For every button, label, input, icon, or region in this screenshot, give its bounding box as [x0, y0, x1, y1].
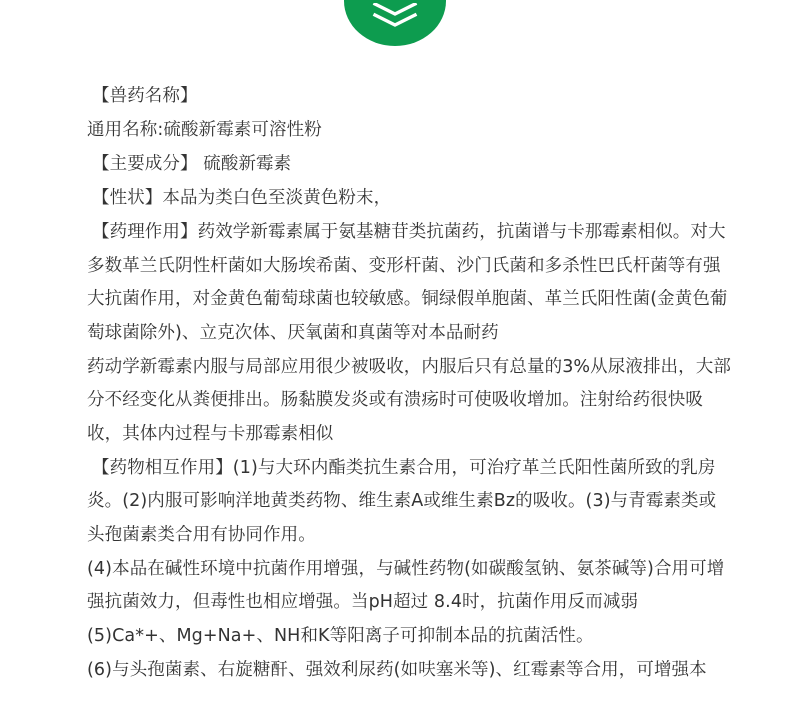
interaction-item-5: (5)Ca*+、Mg+Na+、NH和K等阳离子可抑制本品的抗菌活性。 — [87, 626, 594, 646]
interaction-item-6: (6)与头孢菌素、右旋糖酐、强效利尿药(如呋塞米等)、红霉素等合用，可增强本 — [87, 660, 707, 680]
top-badge-container — [0, 0, 790, 56]
generic-name: 通用名称:硫酸新霉素可溶性粉 — [87, 120, 322, 140]
main-ingredient: 【主要成分】 硫酸新霉素 — [92, 154, 292, 174]
drug-name-heading: 【兽药名称】 — [92, 86, 198, 106]
description: 【性状】本品为类白色至淡黄色粉末， — [92, 188, 392, 208]
scroll-down-badge[interactable] — [344, 0, 446, 46]
drug-label-document — [0, 80, 790, 688]
drug-interactions: 【药物相互作用】(1)与大环内酯类抗生素合用，可治疗革兰氏阳性菌所致的乳房炎。(2)内服可影响洋地黄类药物、维生素A或维生素Bz的吸收。(3)与青霉素类或头孢菌素类合用有协同作用。 — [87, 457, 717, 545]
double-chevron-down-icon — [372, 3, 418, 33]
pharmacology: 【药理作用】药效学新霉素属于氨基糖苷类抗菌药，抗菌谱与卡那霉素相似。对大多数革兰氏阴性杆菌如大肠埃希菌、变形杆菌、沙门氏菌和多杀性巴氏杆菌等有强大抗菌作用，对金黄色葡萄球菌也较敏感。铜绿假单胞菌、革兰氏阳性菌(金黄色葡萄球菌除外)、立克次体、厌氧菌和真菌等对本品耐药 — [87, 222, 728, 343]
interaction-item-4: (4)本品在碱性环境中抗菌作用增强，与碱性药物(如碳酸氢钠、氨茶碱等)合用可增强抗菌效力，但毒性也相应增强。当pH超过 8.4时，抗菌作用反而减弱 — [87, 558, 725, 612]
pharmacokinetics: 药动学新霉素内服与局部应用很少被吸收，内服后只有总量的3%从尿液排出，大部分不经变化从粪便排出。肠黏膜发炎或有溃疡时可使吸收增加。注射给药很快吸收，其体内过程与卡那霉素相似 — [87, 356, 731, 444]
